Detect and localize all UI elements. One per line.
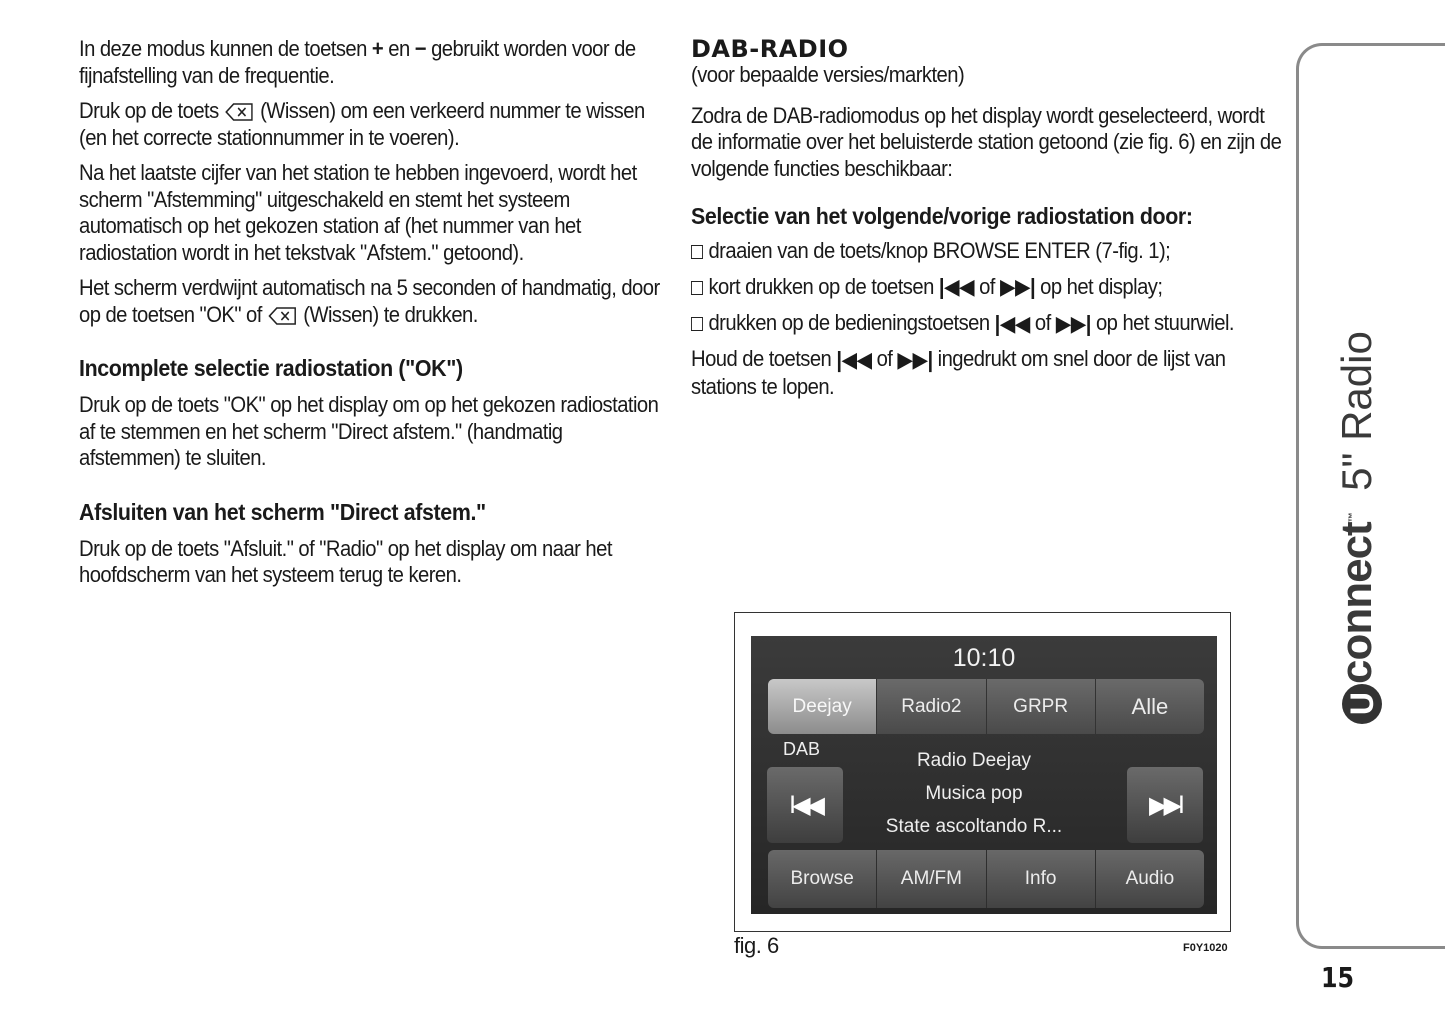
next-station-button[interactable]: ▶▶I xyxy=(1127,767,1203,843)
right-column xyxy=(691,36,1291,409)
left-column xyxy=(79,36,669,598)
figure-caption: fig. 6 xyxy=(734,933,779,958)
next-track-icon: ▶▶| xyxy=(1055,310,1091,336)
figure-6-frame xyxy=(734,612,1231,932)
heading-station-selection: Selectie van het volgende/vorige radiostation door: xyxy=(691,203,1193,229)
section-subtitle: (voor bepaalde versies/markten) xyxy=(691,62,965,87)
station-name: Radio Deejay xyxy=(916,750,1032,771)
bullet-item: kort drukken op de toetsen |◀◀ of ▶▶| op het display; xyxy=(691,274,1287,301)
chapter-tab-label xyxy=(1332,264,1382,724)
minus-symbol: − xyxy=(414,36,427,61)
section-title: DAB-RADIO xyxy=(691,35,849,63)
paragraph-exit: Druk op de toets "Afsluit." of "Radio" op het display om naar het hoofdscherm van het systeem terug te keren. xyxy=(79,535,612,587)
am-fm-button[interactable]: AM/FM xyxy=(877,850,986,908)
radio-display-screen xyxy=(751,636,1217,914)
station-genre: Musica pop xyxy=(925,783,1023,804)
browse-button[interactable]: Browse xyxy=(768,850,877,908)
checkbox-bullet-icon xyxy=(691,281,703,295)
paragraph-wipe: Druk op de toets (Wissen) om een verkeerd nummer te wissen (en het correcte stationnummer in te voeren). xyxy=(79,98,645,150)
bullet-item: draaien van de toets/knop BROWSE ENTER (7-fig. 1); xyxy=(691,238,1287,265)
next-track-icon: ▶▶| xyxy=(897,347,933,373)
band-label: DAB xyxy=(783,739,821,759)
previous-track-icon: |◀◀ xyxy=(994,310,1030,336)
checkbox-bullet-icon xyxy=(691,317,703,331)
audio-button[interactable]: Audio xyxy=(1125,868,1175,889)
chapter-title: 5" Radio xyxy=(1333,331,1380,491)
bottom-bar xyxy=(768,850,1204,908)
uconnect-logo: Uconnect™ xyxy=(1332,513,1381,724)
previous-track-icon: |◀◀ xyxy=(938,274,975,300)
paragraph-last-digit: Na het laatste cijfer van het station te hebben ingevoerd, wordt het scherm "Afstemming" uitgeschakeld en stemt het systeem automatisch op het gekozen station af (het nummer van het radiostation wordt in het tekstvak "Afstem." getoond). xyxy=(79,160,637,265)
next-track-icon: ▶▶| xyxy=(999,274,1036,300)
paragraph-ok: Druk op de toets "OK" op het display om op het gekozen radiostation af te stemmen en het scherm "Direct afstem." (handmatig afstemmen) te sluiten. xyxy=(79,392,659,470)
paragraph-fine-tuning: In deze modus kunnen de toetsen + en − gebruikt worden voor de fijnafstelling van de frequentie. xyxy=(79,36,636,88)
info-button[interactable]: Info xyxy=(987,850,1096,908)
previous-station-button[interactable]: I◀◀ xyxy=(767,767,843,843)
tab-deejay[interactable]: Deejay xyxy=(768,679,877,734)
heading-close-direct-tune: Afsluiten van het scherm "Direct afstem." xyxy=(79,498,486,525)
station-status: State ascoltando R... xyxy=(885,816,1063,837)
preset-tabs xyxy=(768,679,1204,734)
tab-alle[interactable]: Alle xyxy=(1131,693,1169,719)
heading-incomplete-selection: Incomplete selectie radiostation ("OK") xyxy=(79,355,463,381)
tab-radio2[interactable]: Radio2 xyxy=(877,679,986,734)
checkbox-bullet-icon xyxy=(691,245,703,259)
paragraph-dab-intro: Zodra de DAB-radiomodus op het display wordt geselecteerd, wordt de informatie over het beluisterde station getoond (zie fig. 6) en zijn de volgende functies beschikbaar: xyxy=(691,102,1282,181)
tab-grpr[interactable]: GRPR xyxy=(987,679,1096,734)
backspace-icon xyxy=(269,307,297,325)
backspace-icon xyxy=(226,103,254,121)
page-number: 15 xyxy=(1321,961,1355,994)
previous-track-icon: |◀◀ xyxy=(836,347,872,373)
paragraph-hold-keys: Houd de toetsen |◀◀ of ▶▶| ingedrukt om snel door de lijst van stations te lopen. xyxy=(691,346,1226,399)
bullet-item: drukken op de bedieningstoetsen |◀◀ of ▶▶| op het stuurwiel. xyxy=(691,310,1287,337)
paragraph-screen-disappears: Het scherm verdwijnt automatisch na 5 seconden of handmatig, door op de toetsen "OK" of (Wissen) te drukken. xyxy=(79,275,660,327)
plus-symbol: + xyxy=(371,36,384,61)
figure-code: F0Y1020 xyxy=(1183,942,1228,954)
clock: 10:10 xyxy=(952,644,1016,672)
